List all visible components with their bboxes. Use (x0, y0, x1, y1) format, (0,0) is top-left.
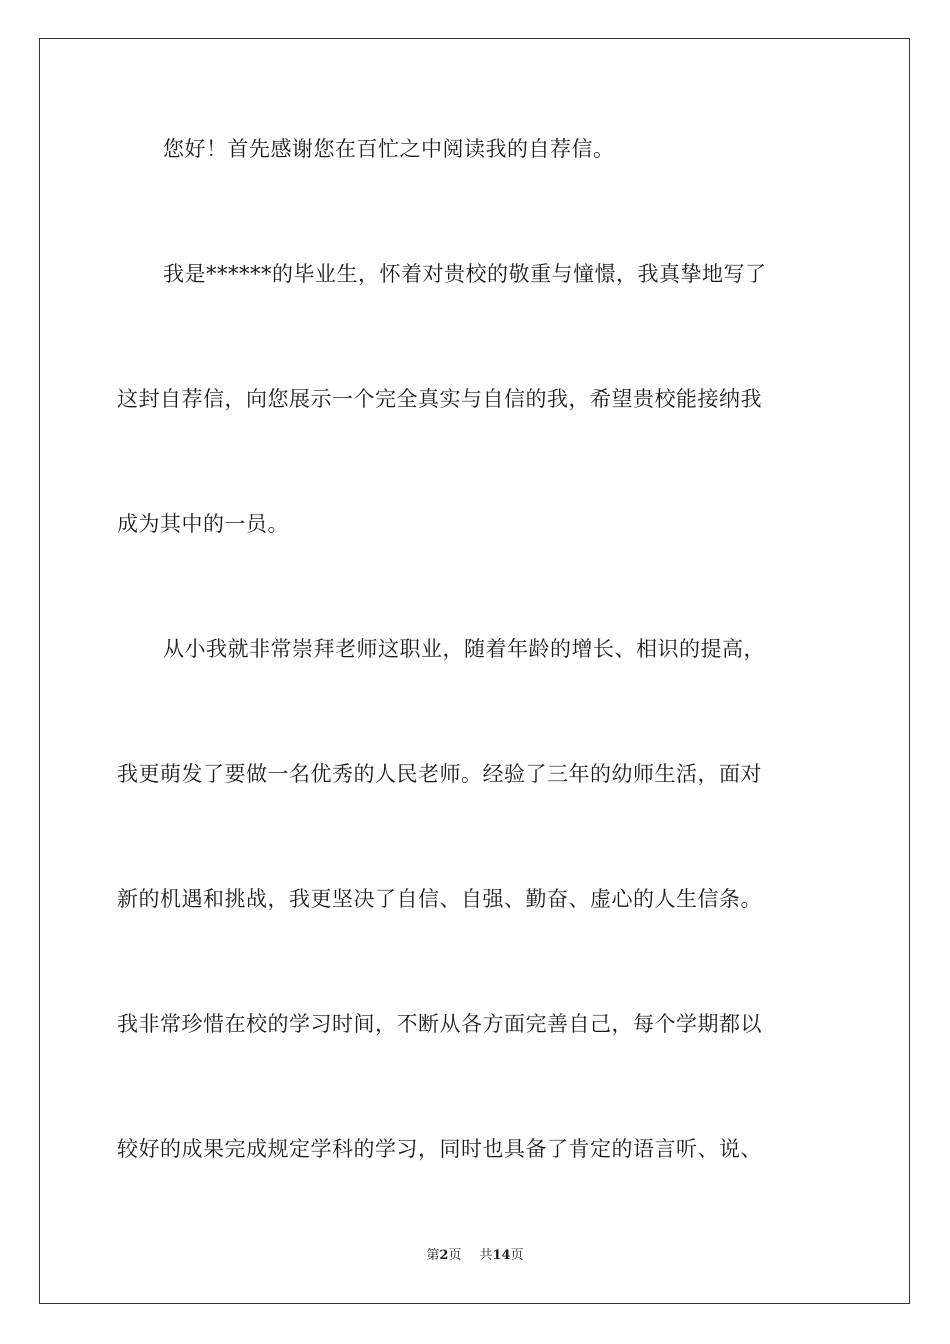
footer-total-number: 14 (492, 1248, 511, 1263)
paragraph-line: 您好！首先感谢您在百忙之中阅读我的自荐信。 (163, 137, 615, 161)
page-footer (0, 1247, 950, 1265)
paragraph-line: 新的机遇和挑战，我更坚决了自信、自强、勤奋、虚心的人生信条。 (117, 887, 762, 911)
paragraph-line: 我更萌发了要做一名优秀的人民老师。经验了三年的幼师生活，面对 (117, 762, 762, 786)
footer-total-prefix: 共 (479, 1248, 493, 1263)
footer-page-number: 2 (439, 1248, 449, 1263)
paragraph-line: 我非常珍惜在校的学习时间，不断从各方面完善自己，每个学期都以 (117, 1012, 762, 1036)
paragraph-line: 较好的成果完成规定学科的学习，同时也具备了肯定的语言听、说、 (117, 1137, 762, 1161)
paragraph-line: 从小我就非常崇拜老师这职业，随着年龄的增长、相识的提高， (163, 637, 765, 661)
footer-page-prefix: 第 (426, 1248, 440, 1263)
footer-total-suffix: 页 (510, 1248, 524, 1263)
page-border (39, 38, 910, 1304)
paragraph-line: 成为其中的一员。 (117, 512, 289, 536)
paragraph-line: 我是******的毕业生，怀着对贵校的敬重与憧憬，我真挚地写了 (163, 262, 767, 286)
footer-page-suffix: 页 (448, 1248, 462, 1263)
paragraph-line: 这封自荐信，向您展示一个完全真实与自信的我，希望贵校能接纳我 (117, 387, 762, 411)
